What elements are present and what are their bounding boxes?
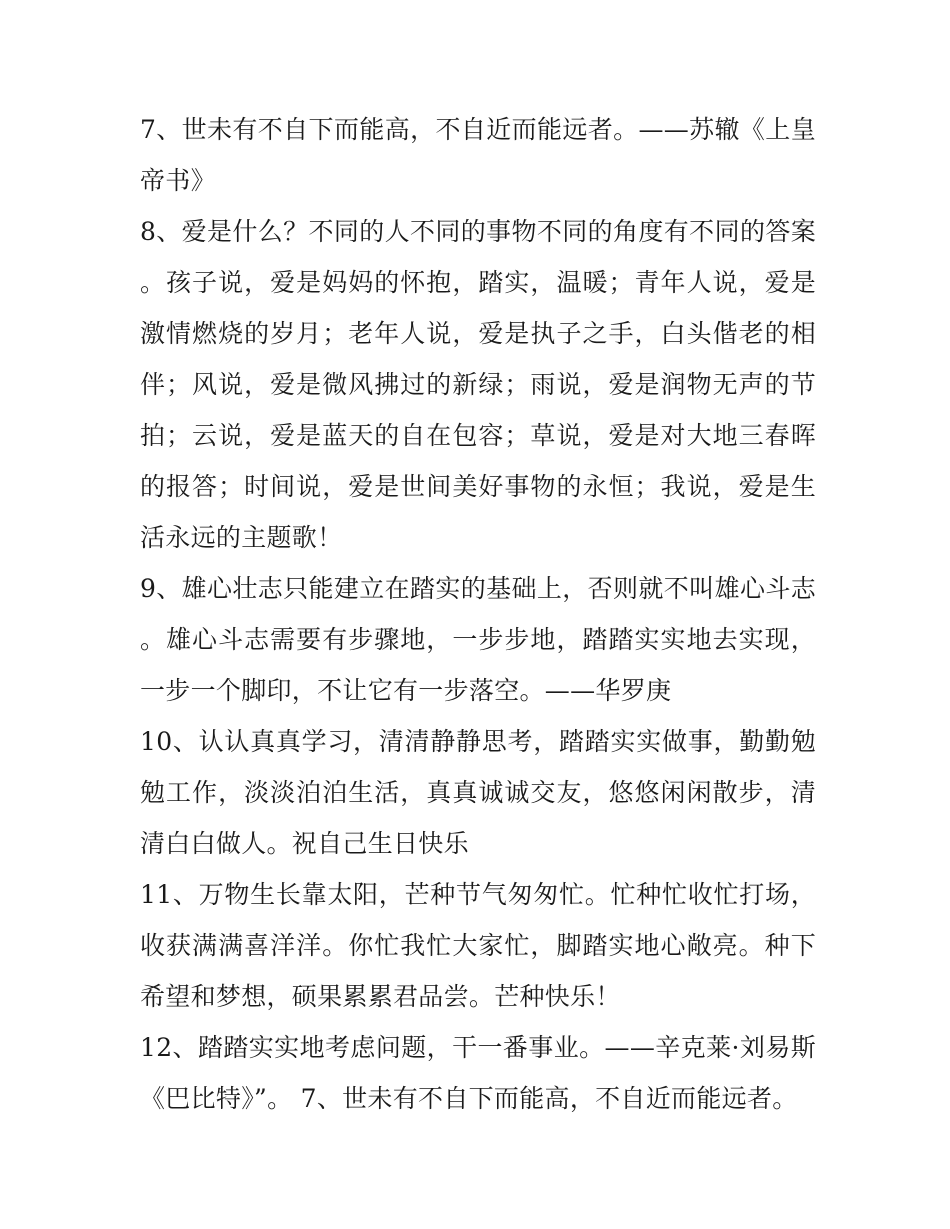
quote-paragraph-11: 11、万物生长靠太阳，芒种节气匆匆忙。忙种忙收忙打场，收获满满喜洋洋。你忙我忙大家忙，脚踏实地心敞亮。种下希望和梦想，硕果累累君品尝。芒种快乐！ [140,880,816,1011]
quote-paragraph-7: 7、世未有不自下而能高，不自近而能远者。——苏辙《上皇帝书》 [140,115,816,195]
document-body [140,104,816,1124]
quote-paragraph-10: 10、认认真真学习，清清静静思考，踏踏实实做事，勤勤勉勉工作，淡淡泊泊生活，真真诚诚交友，悠悠闲闲散步，清清白白做人。祝自己生日快乐 [140,727,816,858]
quote-paragraph-9: 9、雄心壮志只能建立在踏实的基础上，否则就不叫雄心斗志。雄心斗志需要有步骤地，一步步地，踏踏实实地去实现，一步一个脚印，不让它有一步落空。——华罗庚 [140,574,816,705]
quote-paragraph-8: 8、爱是什么？不同的人不同的事物不同的角度有不同的答案。孩子说，爱是妈妈的怀抱，踏实，温暖；青年人说，爱是激情燃烧的岁月；老年人说，爱是执子之手，白头偕老的相伴；风说，爱是微风拂过的新绿；雨说，爱是润物无声的节拍；云说，爱是蓝天的自在包容；草说，爱是对大地三春晖的报答；时间说，爱是世间美好事物的永恒；我说，爱是生活永远的主题歌！ [140,217,816,552]
quote-paragraph-12: 12、踏踏实实地考虑问题，干一番事业。——辛克莱·刘易斯《巴比特》”。 7、世未有不自下而能高，不自近而能远者。 [140,1033,816,1113]
